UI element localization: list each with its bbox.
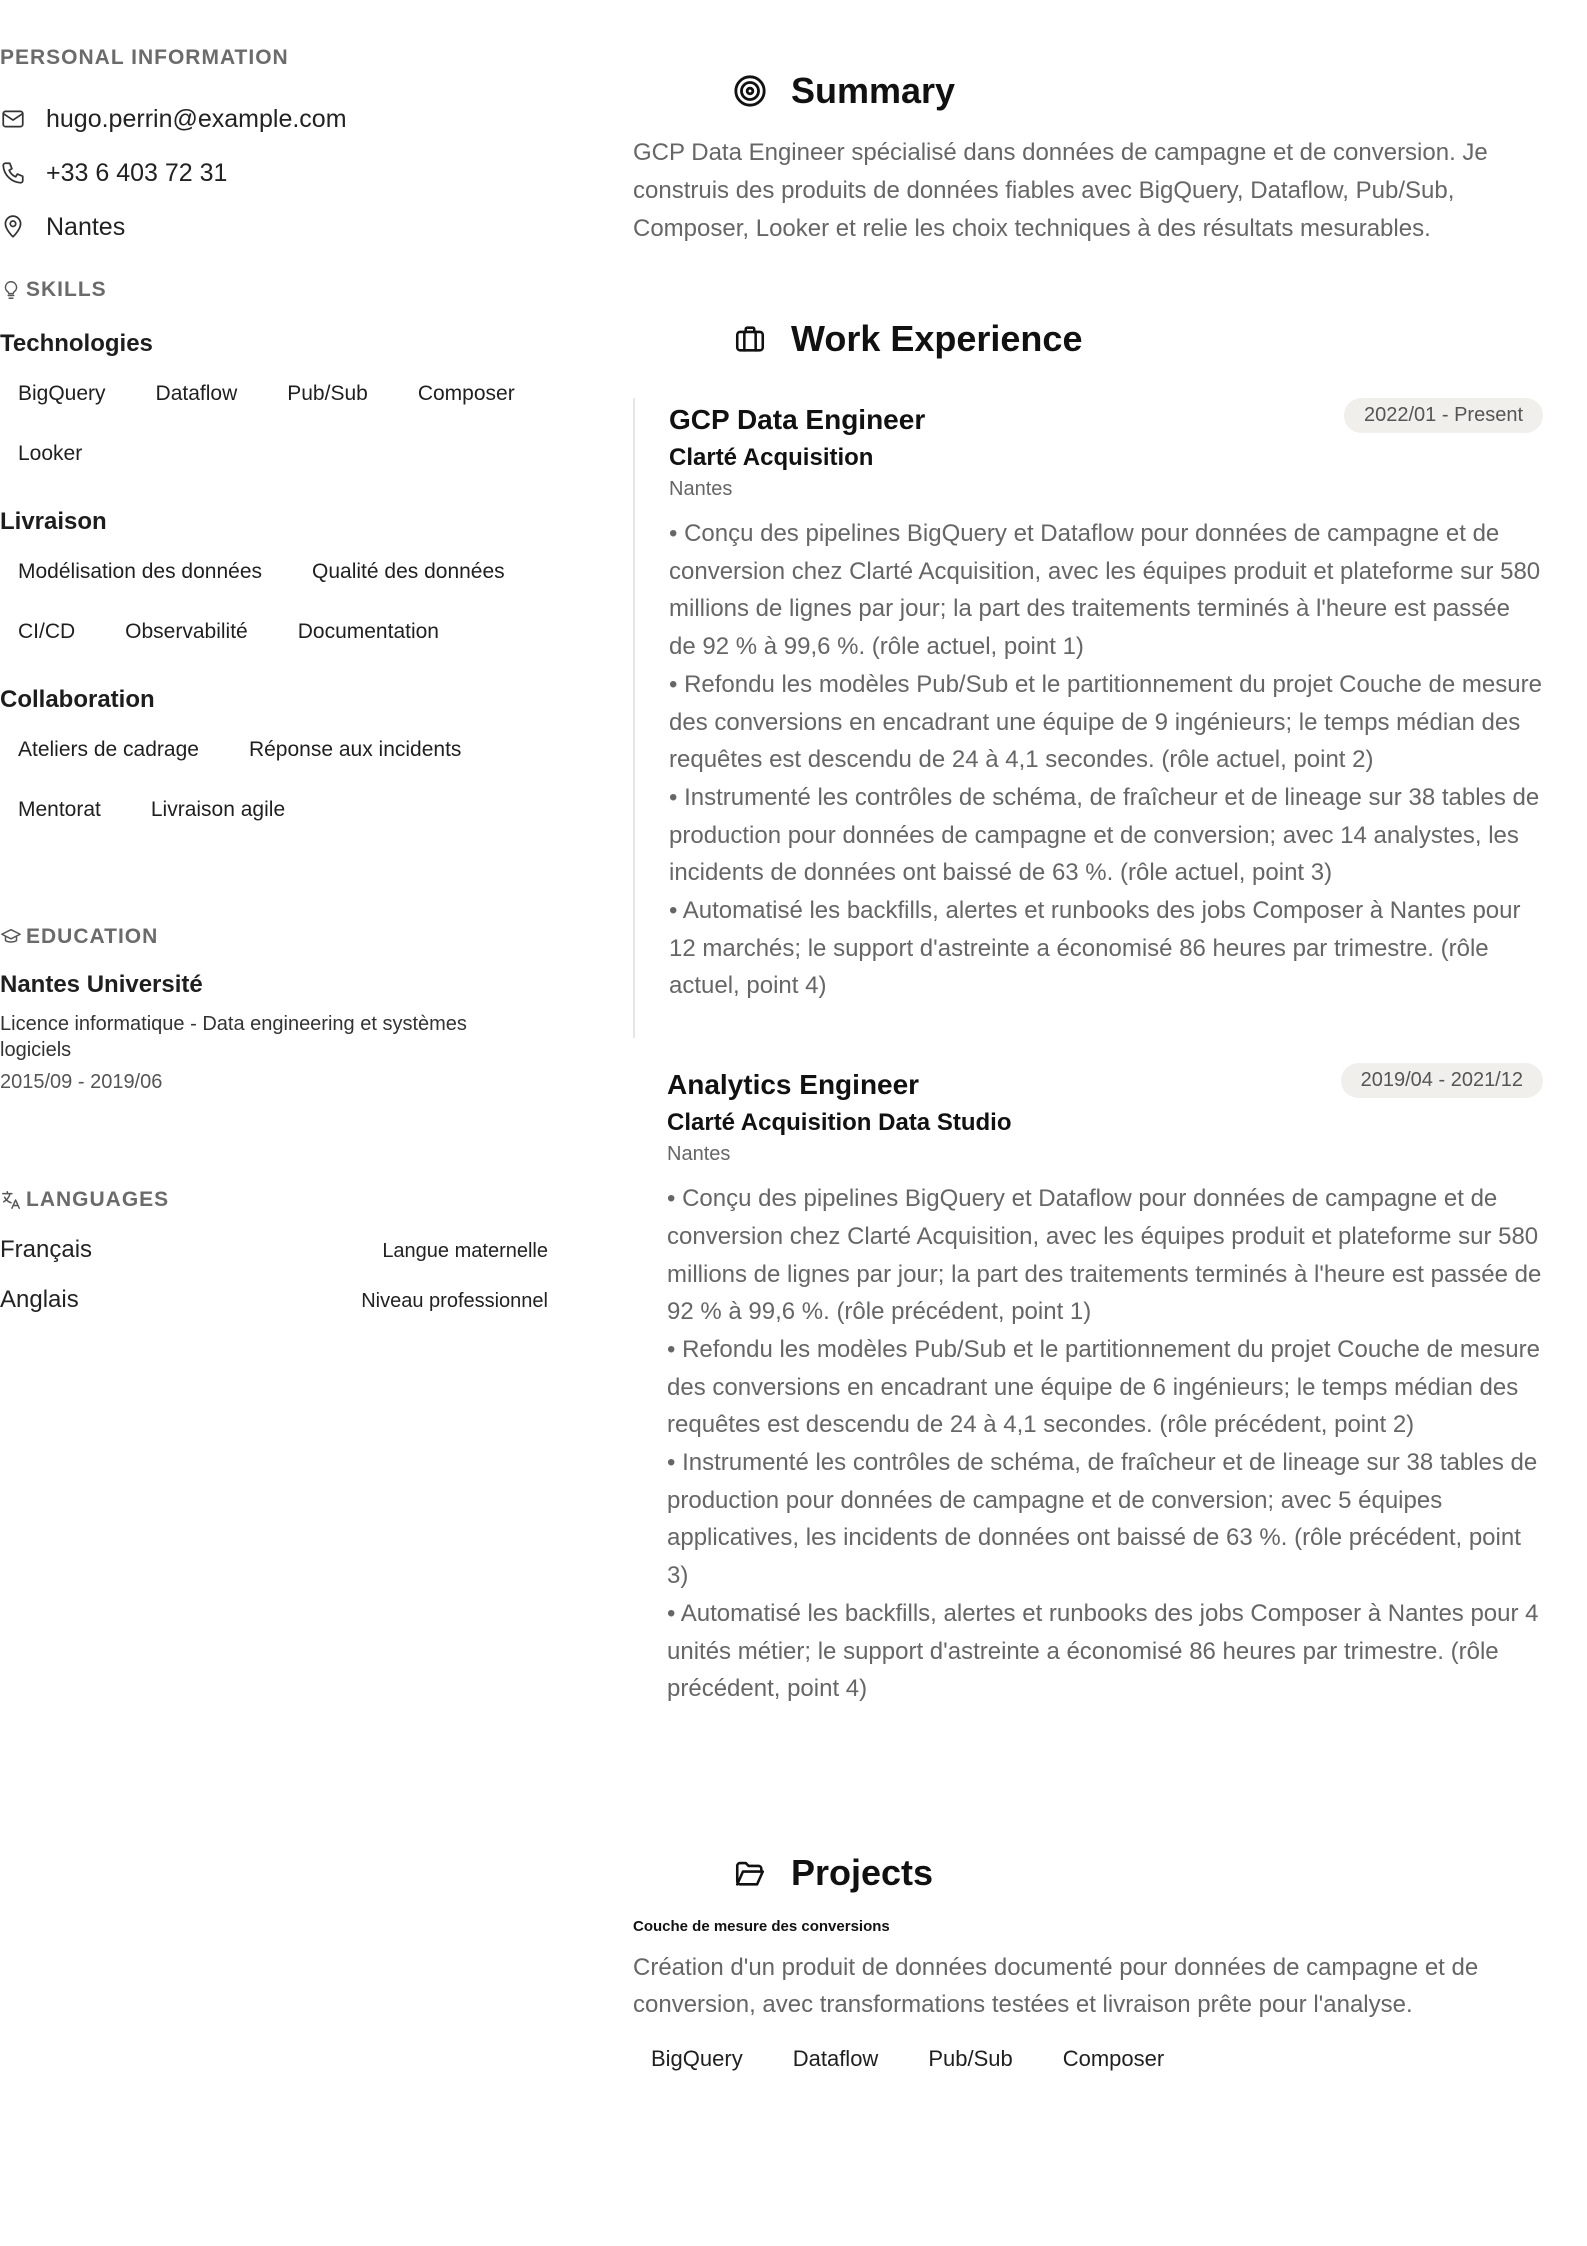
job-title: GCP Data Engineer: [669, 404, 926, 435]
education-degree: Licence informatique - Data engineering et systèmes logiciels: [0, 1013, 467, 1061]
work-heading: [633, 318, 1543, 360]
job-date-badge: 2019/04 - 2021/12: [1341, 1063, 1543, 1098]
education-heading: [0, 925, 560, 949]
skill-tag: Réponse aux incidents: [248, 738, 462, 761]
job-company: Clarté Acquisition Data Studio: [667, 1109, 1012, 1137]
education-dates: 2015/09 - 2019/06: [0, 1071, 163, 1093]
skill-tag: Dataflow: [155, 382, 238, 405]
language-level: Langue maternelle: [382, 1240, 548, 1262]
languages-heading: [0, 1188, 548, 1212]
projects-heading-text: Projects: [791, 1852, 934, 1893]
summary-heading-text: Summary: [791, 70, 956, 111]
language-name: Français: [0, 1236, 93, 1263]
summary-text: GCP Data Engineer spécialisé dans données de campagne et de conversion. Je construis des produits de données fiables avec BigQuery, Dataflow, Pub/Sub, Composer, Looker et relie les choix techniques à des résultats mesurables.: [633, 139, 1488, 242]
project-name: Couche de mesure des conversions: [633, 1918, 890, 1935]
skill-tags: [0, 726, 560, 834]
work-experience-section: [633, 318, 1543, 1708]
folder-open-icon: [733, 1856, 767, 1890]
skill-group-title: Livraison: [0, 508, 107, 535]
project-description: Création d'un produit de données documenté pour données de campagne et de conversion, avec transformations testées et livraison prête pour l'analyse.: [633, 1954, 1479, 2018]
project-tag: Dataflow: [792, 2046, 879, 2071]
job-header: [667, 1063, 1543, 1101]
skill-tag: Observabilité: [125, 620, 248, 643]
job-company: Clarté Acquisition: [669, 444, 874, 471]
skill-tags: [0, 548, 560, 656]
language-level: Niveau professionnel: [361, 1290, 548, 1312]
map-pin-icon: [0, 214, 26, 240]
phone-icon: [0, 160, 26, 186]
mail-icon: [0, 106, 26, 132]
job-entry: [633, 1063, 1543, 1708]
graduation-cap-icon: [0, 926, 22, 948]
email-text: hugo.perrin@example.com: [46, 104, 347, 133]
projects-heading: [633, 1852, 1543, 1894]
project-tag: Pub/Sub: [928, 2046, 1013, 2071]
skill-tag: Qualité des données: [312, 560, 505, 583]
contact-list: [0, 92, 560, 254]
education-heading-text: EDUCATION: [26, 925, 159, 948]
contact-email[interactable]: [0, 92, 560, 146]
language-row: [0, 1236, 548, 1264]
job-header: [669, 398, 1543, 436]
phone-text: +33 6 403 72 31: [46, 158, 228, 187]
project-tags: [633, 2035, 1543, 2083]
job-bullets: [669, 515, 1543, 1005]
skill-group-title: Technologies: [0, 330, 153, 357]
job-bullet: • Automatisé les backfills, alertes et runbooks des jobs Composer à Nantes pour 12 marchés; le support d'astreinte a économisé 86 heures par trimestre. (rôle actuel, point 4): [669, 897, 1521, 1000]
skill-tag: CI/CD: [18, 620, 76, 643]
job-date-badge: 2022/01 - Present: [1344, 398, 1543, 433]
skill-tag: Ateliers de cadrage: [18, 738, 199, 761]
skills-heading: [0, 278, 560, 302]
job-bullet: • Refondu les modèles Pub/Sub et le partitionnement du projet Couche de mesure des conversions en encadrant une équipe de 6 ingénieurs; le temps médian des requêtes est descendu de 24 à 4,1 secondes. (rôle précédent, point 2): [667, 1335, 1540, 1439]
education-school: Nantes Université: [0, 971, 203, 998]
summary-section: [633, 70, 1533, 248]
job-bullet: • Conçu des pipelines BigQuery et Dataflow pour données de campagne et de conversion chez Clarté Acquisition, avec les équipes produit et plateforme sur 580 millions de lignes par jour; la part des traitements terminés à l'heure est passée de 92 % à 99,6 %. (rôle précédent, point 1): [667, 1185, 1542, 1326]
project-tag: Composer: [1062, 2046, 1165, 2071]
languages-section: [0, 1188, 548, 1314]
job-bullets: [667, 1180, 1543, 1708]
skill-tag: Documentation: [297, 620, 439, 643]
job-title: Analytics Engineer: [667, 1069, 920, 1101]
job-entry: [633, 398, 1543, 1005]
summary-heading: [633, 70, 1533, 112]
education-section: [0, 925, 560, 1094]
translate-icon: [0, 1189, 22, 1211]
skill-tag: Looker: [18, 442, 83, 465]
skills-heading-text: SKILLS: [26, 278, 107, 301]
skill-tag: Pub/Sub: [287, 382, 368, 405]
skill-tag: Livraison agile: [150, 798, 286, 821]
target-icon: [733, 74, 767, 108]
skill-tags: [0, 370, 560, 478]
contact-phone[interactable]: [0, 146, 560, 200]
location-text: Nantes: [46, 212, 126, 241]
skills-section: [0, 278, 560, 834]
language-name: Anglais: [0, 1286, 79, 1313]
personal-info-heading: PERSONAL INFORMATION: [0, 46, 289, 69]
project-tag: BigQuery: [651, 2046, 743, 2071]
job-bullet: • Refondu les modèles Pub/Sub et le partitionnement du projet Couche de mesure des conversions en encadrant une équipe de 9 ingénieurs; le temps médian des requêtes est descendu de 24 à 4,1 secondes. (rôle actuel, point 2): [669, 670, 1542, 774]
job-location: Nantes: [669, 478, 733, 500]
projects-section: [633, 1852, 1543, 2083]
skill-tag: Modélisation des données: [18, 560, 263, 583]
job-bullet: • Instrumenté les contrôles de schéma, de fraîcheur et de lineage sur 38 tables de production pour données de campagne et de conversion; avec 14 analystes, les incidents de données ont baissé de 63 %. (rôle actuel, point 3): [669, 783, 1540, 887]
contact-location: [0, 200, 560, 254]
job-location: Nantes: [667, 1143, 731, 1166]
briefcase-icon: [733, 322, 767, 356]
sidebar: [0, 46, 560, 254]
skill-tag: Mentorat: [18, 798, 101, 821]
languages-heading-text: LANGUAGES: [26, 1188, 170, 1211]
skill-tag: Composer: [417, 382, 515, 405]
jobs-list: [633, 398, 1543, 1708]
job-bullet: • Instrumenté les contrôles de schéma, de fraîcheur et de lineage sur 38 tables de production pour données de campagne et de conversion; avec 5 équipes applicatives, les incidents de données ont baissé de 63 %. (rôle précédent, point 3): [667, 1449, 1538, 1590]
lightbulb-icon: [0, 279, 22, 301]
work-heading-text: Work Experience: [791, 318, 1083, 359]
language-row: [0, 1286, 548, 1314]
skill-group-title: Collaboration: [0, 686, 155, 713]
job-bullet: • Conçu des pipelines BigQuery et Dataflow pour données de campagne et de conversion chez Clarté Acquisition, avec les équipes produit et plateforme sur 580 millions de lignes par jour; la part des traitements terminés à l'heure est passée de 92 % à 99,6 %. (rôle actuel, point 1): [669, 520, 1541, 661]
job-bullet: • Automatisé les backfills, alertes et runbooks des jobs Composer à Nantes pour 4 unités métier; le support d'astreinte a économisé 86 heures par trimestre. (rôle précédent, point 4): [667, 1599, 1539, 1703]
skill-tag: BigQuery: [18, 382, 106, 405]
